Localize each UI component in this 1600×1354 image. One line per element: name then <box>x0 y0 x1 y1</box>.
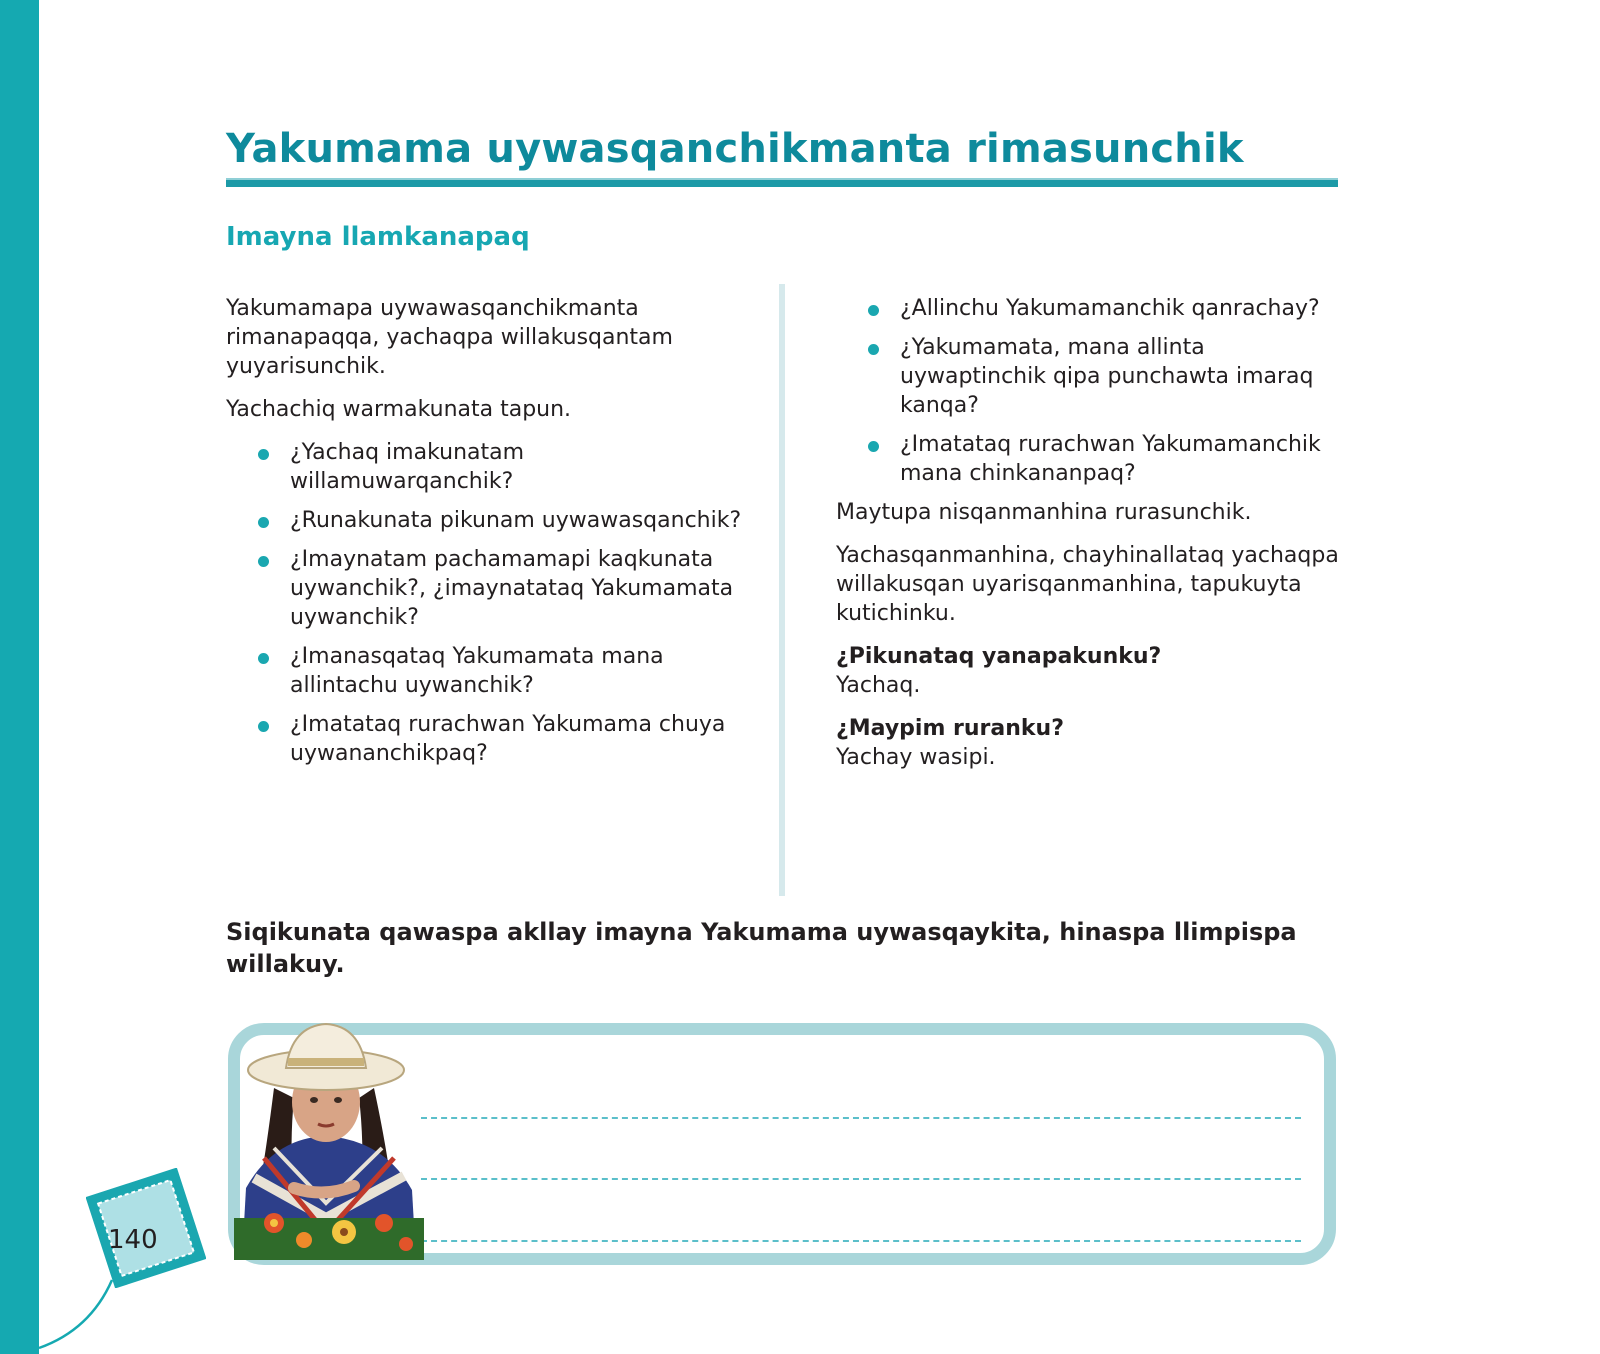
right-column <box>836 294 1346 786</box>
writing-line[interactable] <box>421 1240 1301 1242</box>
bullet-icon <box>258 653 269 664</box>
right-question-list <box>836 294 1346 488</box>
list-item <box>226 642 746 700</box>
question-text: ¿Yachaq imakunatam willamuwarqanchik? <box>290 440 525 494</box>
list-item <box>226 506 746 535</box>
left-color-band <box>0 0 39 1354</box>
question-text: ¿Yakumamata, mana allinta uywaptinchik qipa punchawta imaraq kanqa? <box>900 335 1314 418</box>
intro-paragraph: Yakumamapa uywawasqanchikmanta rimanapaqqa, yachaqpa willakusqantam yuyarisunchik. <box>226 296 673 379</box>
bullet-icon <box>868 344 879 355</box>
bullet-icon <box>258 449 269 460</box>
question-text: ¿Allinchu Yakumamanchik qanrachay? <box>900 296 1320 321</box>
left-column <box>226 294 746 778</box>
qa-question: ¿Pikunataq yanapakunku? <box>836 644 1162 669</box>
writing-line[interactable] <box>421 1117 1301 1119</box>
list-item <box>836 430 1346 488</box>
list-item <box>836 294 1346 323</box>
instruction-paragraph: Maytupa nisqanmanhina rurasunchik. <box>836 500 1252 525</box>
left-question-list <box>226 438 746 768</box>
bullet-icon <box>868 441 879 452</box>
girl-illustration <box>234 1018 424 1260</box>
qa-block <box>836 714 1346 772</box>
bullet-icon <box>258 721 269 732</box>
section-subtitle: Imayna llamkanapaq <box>226 222 530 252</box>
activity-instruction: Siqikunata qawaspa akllay imayna Yakumama uywasqaykita, hinaspa llimpispa willakuy. <box>226 918 1297 978</box>
page-number: 140 <box>108 1225 158 1255</box>
qa-question: ¿Maypim ruranku? <box>836 716 1064 741</box>
column-divider <box>779 284 785 896</box>
qa-answer: Yachaq. <box>836 673 921 698</box>
teacher-prompt: Yachachiq warmakunata tapun. <box>226 397 572 422</box>
question-text: ¿Runakunata pikunam uywawasqanchik? <box>290 508 742 533</box>
instruction-paragraph: Yachasqanmanhina, chayhinallataq yachaqpa willakusqan uyarisqanmanhina, tapukuyta kutichinku. <box>836 543 1339 626</box>
page-title: Yakumama uywasqanchikmanta rimasunchik <box>226 126 1244 172</box>
question-text: ¿Imatataq rurachwan Yakumama chuya uywananchikpaq? <box>290 712 726 766</box>
question-text: ¿Imaynatam pachamamapi kaqkunata uywanchik?, ¿imaynatataq Yakumamata uywanchik? <box>290 547 734 630</box>
bullet-icon <box>868 305 879 316</box>
question-text: ¿Imatataq rurachwan Yakumamanchik mana chinkananpaq? <box>900 432 1321 486</box>
title-underline <box>226 178 1338 187</box>
question-text: ¿Imanasqataq Yakumamata mana allintachu uywanchik? <box>290 644 664 698</box>
qa-answer: Yachay wasipi. <box>836 745 996 770</box>
bullet-icon <box>258 517 269 528</box>
list-item <box>226 438 746 496</box>
list-item <box>226 545 746 632</box>
list-item <box>836 333 1346 420</box>
list-item <box>226 710 746 768</box>
qa-block <box>836 642 1346 700</box>
writing-line[interactable] <box>421 1178 1301 1180</box>
bullet-icon <box>258 556 269 567</box>
